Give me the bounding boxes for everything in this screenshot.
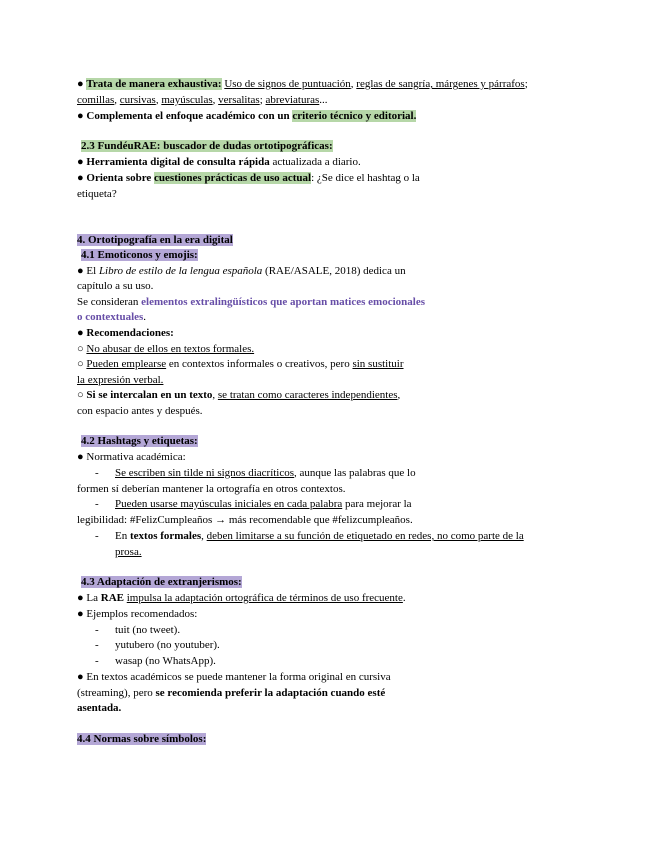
s42-dash-item-3: -: [95, 530, 99, 542]
s43-example-2: yutubero (no youtuber).: [115, 639, 220, 651]
s41-line-7: ○ Pueden emplearse en contextos informales o creativos, pero sin sustituir: [77, 358, 404, 370]
highlighted-phrase: criterio técnico y editorial.: [292, 110, 417, 122]
s23-line-2: ● Orienta sobre cuestiones prácticas de uso actual: ¿Se dice el hashtag o la: [77, 172, 420, 184]
s41-line-9: ○ Si se intercalan en un texto, se tratan como caracteres independientes,: [77, 389, 401, 401]
s43-line-8: asentada.: [77, 702, 122, 714]
s42-line-7: prosa.: [115, 546, 142, 558]
highlighted-phrase: cuestiones prácticas de uso actual: [154, 172, 312, 184]
s23-line-1: ● Herramienta digital de consulta rápida actualizada a diario.: [77, 156, 361, 168]
underlined-item: mayúsculas: [161, 94, 213, 106]
s43-example-3: wasap (no WhatsApp).: [115, 655, 216, 667]
section-heading-2-3: 2.3 FundéuRAE: buscador de dudas ortotipográficas:: [81, 140, 333, 152]
section-heading-4-4: 4.4 Normas sobre símbolos:: [77, 733, 207, 745]
s42-line-2: Se escriben sin tilde ni signos diacríticos, aunque las palabras que lo: [115, 467, 416, 479]
s41-line-8: la expresión verbal.: [77, 374, 164, 386]
s42-line-5: legibilidad: #FelizCumpleaños → más recomendable que #felizcumpleaños.: [77, 514, 413, 526]
underlined-item: Uso de signos de puntuación: [224, 78, 351, 90]
s22-line-1: ● Trata de manera exhaustiva: Uso de signos de puntuación, reglas de sangría, márgenes y párrafos;: [77, 78, 528, 90]
s41-line-6: ○ No abusar de ellos en textos formales.: [77, 343, 255, 355]
s23-line-3: etiqueta?: [77, 188, 117, 200]
s42-dash-item-2: -: [95, 498, 99, 510]
book-title: Libro de estilo de la lengua española: [98, 265, 263, 277]
s43-example-1: tuit (no tweet).: [115, 624, 181, 636]
s43-dash-3: -: [95, 655, 99, 667]
s43-dash-2: -: [95, 639, 99, 651]
bullet: ●: [77, 78, 84, 90]
underlined-item: reglas de sangría, márgenes y párrafos: [356, 78, 525, 90]
s22-line-3: ● Complementa el enfoque académico con un criterio técnico y editorial.: [77, 110, 417, 122]
s41-line-3: Se consideran elementos extralingüísticos que aportan matices emocionales: [77, 296, 425, 308]
underlined-item: comillas: [77, 94, 115, 106]
highlighted-label: Trata de manera exhaustiva:: [86, 78, 222, 90]
s41-line-2: capítulo a su uso.: [77, 280, 154, 292]
underlined-item: versalitas: [218, 94, 260, 106]
s41-line-1: ● El Libro de estilo de la lengua española (RAE/ASALE, 2018) dedica un: [77, 265, 406, 277]
section-heading-4-3: 4.3 Adaptación de extranjerismos:: [81, 576, 242, 588]
section-heading-4-1: 4.1 Emoticonos y emojis:: [81, 249, 198, 261]
s42-line-3: formen sí deberían mantener la ortografía en otros contextos.: [77, 483, 346, 495]
s43-line-1: ● La RAE impulsa la adaptación ortográfica de términos de uso frecuente.: [77, 592, 406, 604]
underlined-item: cursivas: [119, 94, 156, 106]
s41-line-5: ● Recomendaciones:: [77, 327, 174, 339]
highlighted-phrase: elementos extralingüísticos que aportan matices emocionales: [141, 296, 425, 308]
s42-line-6: En textos formales, deben limitarse a su función de etiquetado en redes, no como parte de la: [115, 530, 524, 542]
s41-line-4: o contextuales.: [77, 311, 147, 323]
underlined-item: abreviaturas: [265, 94, 320, 106]
s41-line-10: con espacio antes y después.: [77, 405, 203, 417]
s42-line-1: ● Normativa académica:: [77, 451, 186, 463]
s42-line-4: Pueden usarse mayúsculas iniciales en cada palabra para mejorar la: [115, 498, 412, 510]
section-heading-4: 4. Ortotipografía en la era digital: [77, 234, 233, 246]
s22-line-2: comillas, cursivas, mayúsculas, versalitas; abreviaturas...: [77, 94, 328, 106]
s43-line-6: ● En textos académicos se puede mantener la forma original en cursiva: [77, 671, 391, 683]
s43-dash-1: -: [95, 624, 99, 636]
s43-line-7: (streaming), pero se recomienda preferir la adaptación cuando esté: [77, 687, 386, 699]
s43-line-2: ● Ejemplos recomendados:: [77, 608, 198, 620]
s42-dash-item-1: -: [95, 467, 99, 479]
section-heading-4-2: 4.2 Hashtags y etiquetas:: [81, 435, 198, 447]
